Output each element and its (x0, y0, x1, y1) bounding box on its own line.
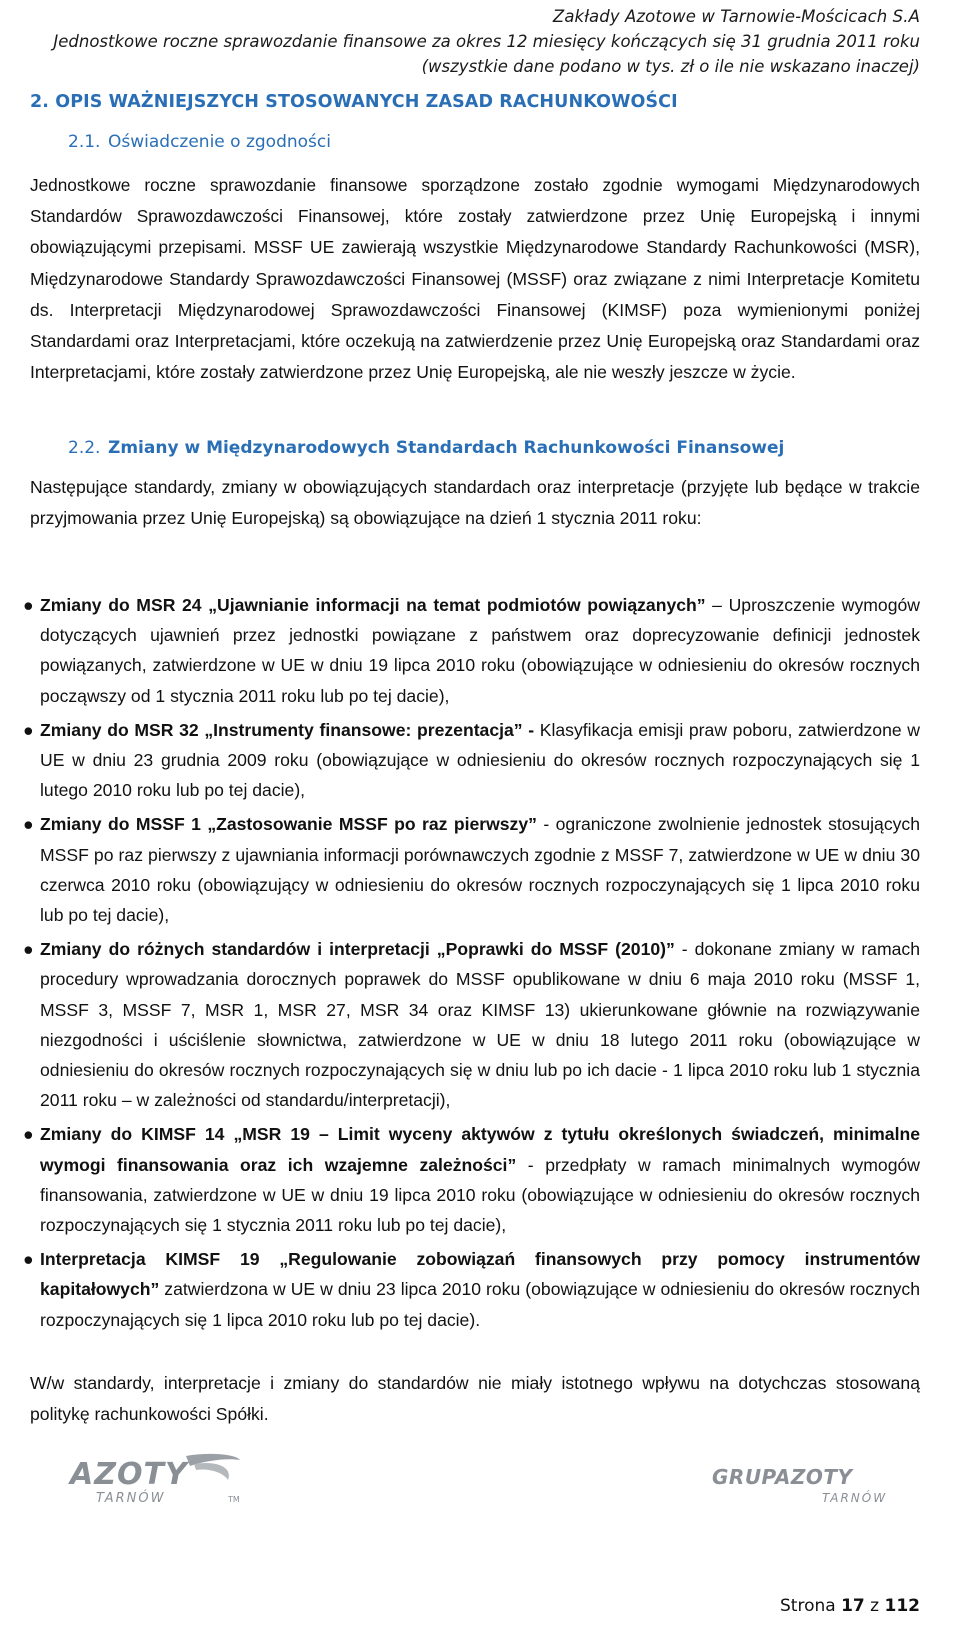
item-text: zatwierdzona w UE w dniu 23 lipca 2010 roku (obowiązujące w odniesieniu do okresów rocznych rozpoczynających się 1 lipca 2010 roku lub po tej dacie). (40, 1279, 920, 1330)
item-title: Zmiany do MSSF 1 „Zastosowanie MSSF po raz pierwszy” (40, 814, 537, 835)
grupa-azoty-logo-graphic (712, 1450, 912, 1510)
azoty-logo-city: TARNÓW (96, 1491, 166, 1506)
list-item (0, 1244, 920, 1335)
page-total: 112 (884, 1596, 920, 1616)
azoty-logo-wordmark: AZOTY (70, 1457, 188, 1492)
page-prefix: Strona (780, 1596, 836, 1616)
header-report-title: Jednostkowe roczne sprawozdanie finansowe za okres 12 miesięcy kończących się 31 grudnia 2011 roku (53, 32, 920, 51)
standards-list (0, 590, 920, 1339)
azoty-logo-trademark: TM (228, 1495, 240, 1504)
azoty-tarnow-logo (68, 1450, 248, 1515)
item-text: – Uproszczenie wymogów dotyczących ujawnień przez jednostki powiązane z państwem oraz doprecyzowanie definicji jednostek powiązanych, zatwierdzone w UE w dniu 19 lipca 2010 roku (obowiązujące w odniesieniu do okresów rocznych począwszy od 1 stycznia 2011 roku lub po tej dacie), (40, 595, 920, 706)
item-title: Zmiany do różnych standardów i interpretacji „Poprawki do MSSF (2010)” (40, 939, 675, 960)
section-title: OPIS WAŻNIEJSZYCH STOSOWANYCH ZASAD RACHUNKOWOŚCI (55, 92, 678, 112)
item-text: - dokonane zmiany w ramach procedury wprowadzania dorocznych poprawek do MSSF opublikowane w dniu 6 maja 2010 roku (MSSF 1, MSSF 3, MSSF 7, MSR 1, MSR 27, MSR 34 oraz KIMSF 13) ukierunkowane głównie na rozwiązywanie niezgodności i uściślenie słownictwa, zatwierdzone w UE w dniu 18 lutego 2011 roku (obowiązujące w odniesieniu do okresów rocznych rozpoczynających się w dniu lub po ich dacie - 1 lipca 2010 roku lub 1 stycznia 2011 roku – w zależności od standardu/interpretacji), (40, 939, 920, 1111)
list-item (0, 809, 920, 930)
bullet-icon: ● (23, 1249, 34, 1270)
bullet-icon: ● (23, 939, 34, 960)
closing-paragraph: W/w standardy, interpretacje i zmiany do standardów nie miały istotnego wpływu na dotychczas stosowaną politykę rachunkowości Spółki. (30, 1373, 920, 1425)
subsection-heading-2-2 (68, 438, 784, 458)
list-item (0, 934, 920, 1115)
page-number (780, 1596, 920, 1616)
subsection-number: 2.2. (68, 438, 101, 458)
grupa-azoty-logo-wordmark: GRUPAZOTY (712, 1465, 853, 1489)
subsection-title: Zmiany w Międzynarodowych Standardach Rachunkowości Finansowej (108, 438, 785, 458)
item-text: Klasyfikacja emisji praw poboru, zatwierdzone w UE w dniu 23 grudnia 2009 roku (obowiązujące w odniesieniu do okresów rocznych rozpoczynających się 1 lutego 2010 roku lub po tej dacie), (40, 719, 921, 801)
header-company: Zakłady Azotowe w Tarnowie-Mościcach S.A (552, 7, 920, 26)
list-item (0, 715, 920, 806)
item-text: - przedpłaty w ramach minimalnych wymogów finansowania, zatwierdzone w UE w dniu 19 lipca 2010 roku (obowiązujące w odniesieniu do okresów rocznych rozpoczynających się 1 stycznia 2011 roku lub po tej dacie), (40, 1154, 920, 1236)
page-header (53, 4, 920, 79)
item-title: Interpretacja KIMSF 19 „Regulowanie zobowiązań finansowych przy pomocy instrumentów kapitałowych” (40, 1249, 920, 1300)
subsection-heading-2-1 (68, 132, 331, 152)
subsection-number: 2.1. (68, 132, 101, 152)
azoty-logo-graphic (68, 1450, 248, 1510)
bullet-icon: ● (23, 719, 34, 740)
section-number: 2. (30, 92, 50, 112)
list-item (0, 1119, 920, 1240)
section-heading (30, 92, 678, 112)
page-separator: z (870, 1596, 880, 1616)
item-title: Zmiany do MSR 32 „Instrumenty finansowe: prezentacja” - (40, 719, 535, 740)
bullet-icon: ● (23, 814, 34, 835)
item-text: - ograniczone zwolnienie jednostek stosujących MSSF po raz pierwszy z ujawniania informacji porównawczych zgodnie z MSSF 7, zatwierdzone w UE w dniu 30 czerwca 2010 roku (obowiązujący w odniesieniu do okresów rocznych rozpoczynających się 1 lipca 2010 roku lub po tej dacie), (40, 814, 920, 926)
item-title: Zmiany do MSR 24 „Ujawnianie informacji na temat podmiotów powiązanych” (40, 595, 706, 615)
bullet-icon: ● (23, 595, 34, 615)
compliance-text-part1: Jednostkowe roczne sprawozdanie finansowe sporządzone zostało zgodnie wymogami Międzynarodowych Standardów Sprawozdawczości Finansowej, które zostały zatwierdzone przez Unię Europejską i innymi obowiązującymi przepisami. (30, 175, 920, 258)
page-current: 17 (841, 1596, 865, 1616)
header-units-note: (wszystkie dane podano w tys. zł o ile nie wskazano inaczej) (421, 57, 920, 76)
standards-intro-paragraph: Następujące standardy, zmiany w obowiązujących standardach oraz interpretacje (przyjęte lub będące w trakcie przyjmowania przez Unię Europejską) są obowiązujące na dzień 1 stycznia 2011 roku: (30, 477, 920, 529)
subsection-title: Oświadczenie o zgodności (108, 132, 331, 152)
item-title: Zmiany do KIMSF 14 „MSR 19 – Limit wyceny aktywów z tytułu określonych świadczeń, minimalne wymogi finansowania oraz ich wzajemne zależności” (40, 1124, 920, 1175)
list-item (0, 590, 920, 711)
bullet-icon: ● (23, 1124, 34, 1145)
grupa-azoty-logo (712, 1450, 912, 1515)
grupa-azoty-logo-city: TARNÓW (822, 1491, 888, 1505)
compliance-text-part2: MSSF UE zawierają wszystkie Międzynarodowe Standardy Rachunkowości (MSR), Międzynarodowe Standardy Sprawozdawczości Finansowej (MSSF) oraz związane z nimi Interpretacje Komitetu ds. Interpretacji Międzynarodowej Sprawozdawczości Finansowej (KIMSF) poza wymienionymi poniżej Standardami oraz Interpretacjami, które oczekują na zatwierdzenie przez Unię Europejską oraz Standardami oraz Interpretacjami, które zostały zatwierdzone przez Unię Europejską, ale nie weszły jeszcze w życie. (30, 237, 920, 383)
compliance-paragraph (30, 170, 920, 388)
